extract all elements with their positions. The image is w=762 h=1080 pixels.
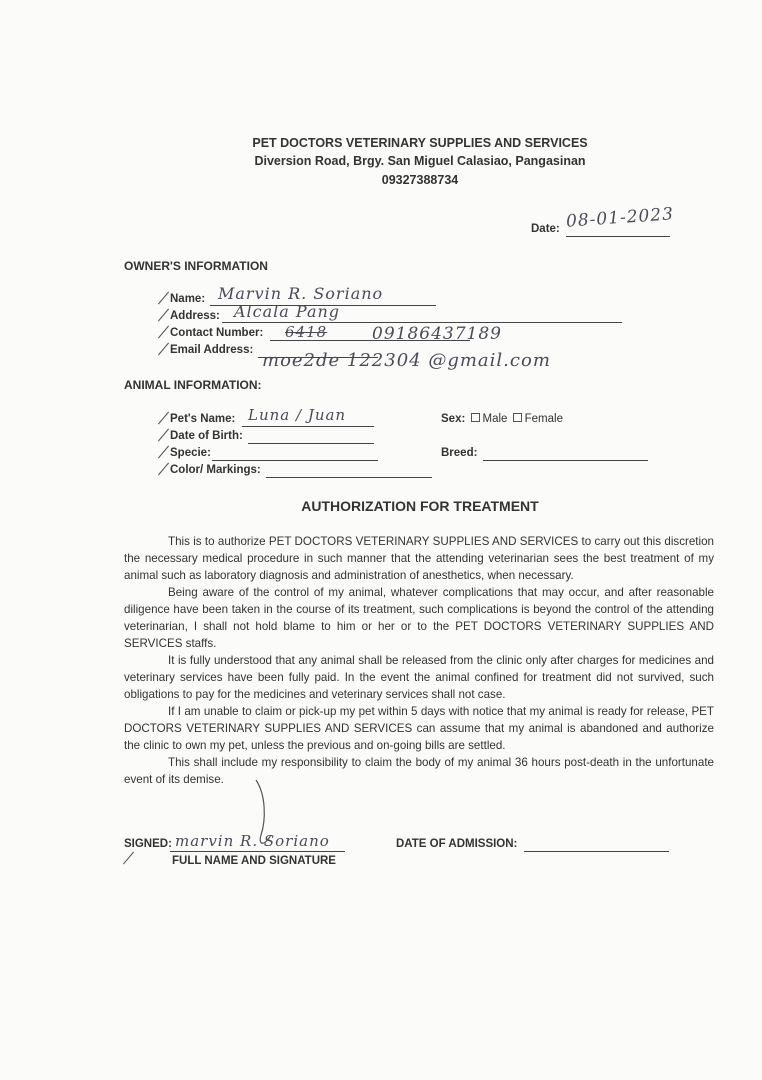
owner-name-value: Marvin R. Soriano: [218, 284, 384, 303]
date-value: 08-01-2023: [565, 204, 675, 232]
authorization-body: [124, 533, 714, 788]
pet-name-line: [242, 426, 374, 427]
female-checkbox[interactable]: [513, 413, 522, 422]
company-name: PET DOCTORS VETERINARY SUPPLIES AND SERVICES: [252, 136, 588, 150]
dob-line: [248, 443, 374, 444]
owner-heading: OWNER'S INFORMATION: [124, 259, 268, 273]
owner-contact-value: 09186437189: [372, 324, 502, 344]
address-label: Address:: [170, 310, 220, 322]
check-mark: [158, 463, 169, 476]
owner-email-value: moe2de 122304 @gmail.com: [262, 350, 551, 371]
male-label: Male: [482, 413, 508, 425]
sex-field: [441, 413, 563, 425]
authorization-paragraph-1: This is to authorize PET DOCTORS VETERINARY SUPPLIES AND SERVICES to carry out this discretion the necessary medical procedure in such manner that the attending veterinarian sees the best treatment of my animal such as laboratory diagnosis and administration of anesthetics, when necessary.: [124, 535, 714, 582]
check-mark: [123, 852, 134, 865]
breed-line: [483, 460, 648, 461]
check-mark: [158, 412, 169, 425]
admission-label: DATE OF ADMISSION:: [396, 838, 518, 850]
owner-address-value: Alcala Pang: [234, 302, 341, 321]
date-line: [566, 236, 670, 237]
specie-label: Specie:: [170, 447, 211, 459]
signature-caption: FULL NAME AND SIGNATURE: [172, 855, 336, 867]
contact-struck-value: 6418: [285, 323, 328, 341]
check-mark: [158, 292, 169, 305]
specie-line: [212, 460, 378, 461]
male-checkbox[interactable]: [471, 413, 480, 422]
date-label: Date:: [531, 223, 560, 235]
company-phone: 09327388734: [381, 173, 459, 187]
color-label: Color/ Markings:: [170, 464, 261, 476]
pet-name-value: Luna / Juan: [248, 406, 347, 424]
email-label: Email Address:: [170, 344, 254, 356]
signature-flourish: [236, 775, 296, 855]
authorization-paragraph-4: If I am unable to claim or pick-up my pet within 5 days with notice that my animal is ready for release, PET DOCTORS VETERINARY SUPPLIES AND SERVICES can assume that my animal is abandoned and authorize the clinic to own my pet, unless the previous and on-going bills are settled.: [124, 705, 714, 752]
female-label: Female: [524, 413, 563, 425]
check-mark: [158, 343, 169, 356]
check-mark: [158, 446, 169, 459]
contact-label: Contact Number:: [170, 327, 264, 339]
check-mark: [158, 326, 169, 339]
signature-value: marvin R. Soriano: [175, 832, 330, 850]
color-line: [266, 477, 432, 478]
name-label: Name:: [170, 293, 206, 305]
address-line: [222, 322, 622, 323]
animal-heading: ANIMAL INFORMATION:: [124, 378, 262, 392]
check-mark: [158, 309, 169, 322]
breed-label: Breed:: [441, 447, 478, 459]
authorization-paragraph-3: It is fully understood that any animal shall be released from the clinic only after charges for medicines and veterinary services have been fully paid. In the event the animal confined for treatment did not survived, such obligations to pay for the medicines and veterinary services shall not case.: [124, 654, 714, 701]
check-mark: [158, 429, 169, 442]
pet-name-label: Pet's Name:: [170, 413, 236, 425]
dob-label: Date of Birth:: [170, 430, 243, 442]
signed-label: SIGNED:: [124, 838, 172, 850]
company-address: Diversion Road, Brgy. San Miguel Calasiao, Pangasinan: [254, 154, 586, 168]
authorization-paragraph-2: Being aware of the control of my animal, whatever complications that may occur, and after reasonable diligence have been taken in the course of its treatment, such complications is beyond the control of the attending veterinarian, I shall not hold blame to him or her or to the PET DOCTORS VETERINARY SUPPLIES AND SERVICES staffs.: [124, 586, 714, 650]
authorization-title: AUTHORIZATION FOR TREATMENT: [301, 498, 539, 514]
authorization-paragraph-5: This shall include my responsibility to claim the body of my animal 36 hours post-death in the unfortunate event of its demise.: [124, 756, 714, 786]
admission-line: [524, 851, 669, 852]
sex-label: Sex:: [441, 413, 466, 425]
